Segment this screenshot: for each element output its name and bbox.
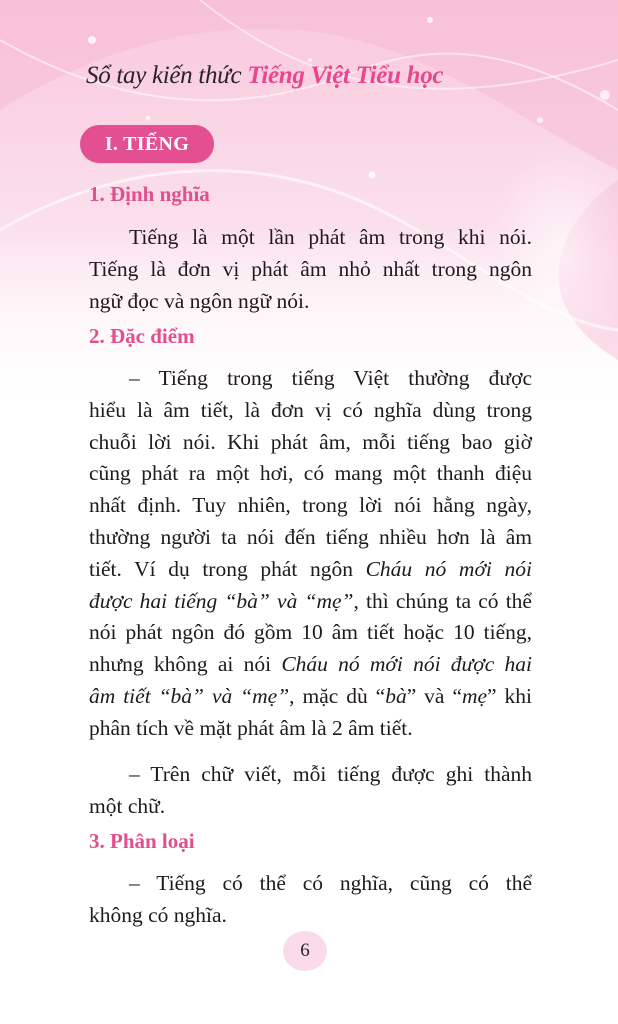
text-run: , mặc dù “: [289, 683, 386, 708]
subsection-heading-definition: 1. Định nghĩa: [89, 182, 210, 206]
text-line: Tiếng là một lần phát âm trong khi nói.: [129, 225, 532, 249]
subsection-heading-classification: 3. Phân loại: [89, 829, 195, 853]
text-line: nhất định. Tuy nhiên, trong lời nói hằng ngày,: [89, 493, 532, 518]
paragraph-writing: [89, 759, 532, 823]
text-line: cũng phát ra một hơi, có mang một thanh điệu: [89, 461, 532, 486]
text-line: phân tích về mặt phát âm là 2 âm tiết.: [89, 715, 413, 740]
text-line: nói phát ngôn đó gồm 10 âm tiết hoặc 10 tiếng,: [89, 620, 532, 645]
header-accent: Tiếng Việt Tiểu học: [247, 62, 444, 89]
text-line: [89, 649, 532, 681]
italic-run: mẹ: [461, 683, 488, 708]
paragraph-characteristics: [89, 363, 532, 745]
text-line: hiểu là âm tiết, là đơn vị có nghĩa dùng trong: [89, 397, 532, 422]
text-line: [89, 586, 532, 618]
text-line: Tiếng là đơn vị phát âm nhỏ nhất trong ngôn: [89, 256, 532, 281]
text-line: chuỗi lời nói. Khi phát âm, mỗi tiếng bao giờ: [89, 429, 532, 454]
italic-run: được hai tiếng “bà” và “mẹ”: [89, 588, 354, 613]
italic-run: Cháu nó mới nói: [365, 556, 532, 581]
paragraph-classification: [89, 868, 532, 932]
text-line: không có nghĩa.: [89, 902, 227, 927]
text-run: ” và “: [406, 683, 462, 708]
text-line: ngữ đọc và ngôn ngữ nói.: [89, 288, 310, 313]
italic-run: Cháu nó mới nói được hai: [281, 652, 532, 677]
text-line: [89, 554, 532, 586]
subsection-heading-characteristics: 2. Đặc điểm: [89, 324, 195, 348]
text-line: thường người ta nói đến tiếng nhiều hơn là âm: [89, 524, 532, 549]
text-run: ” khi: [487, 683, 532, 708]
text-line: [89, 681, 532, 713]
book-header: [86, 62, 443, 90]
page-number: 6: [283, 931, 327, 971]
text-line: – Trên chữ viết, mỗi tiếng được ghi thành: [129, 762, 532, 786]
text-run: , thì chúng ta có thể: [353, 588, 532, 613]
text-run: tiết. Ví dụ trong phát ngôn: [89, 556, 366, 581]
text-line: – Tiếng có thể có nghĩa, cũng có thể: [129, 871, 532, 895]
text-run: nhưng không ai nói: [89, 652, 282, 677]
italic-run: âm tiết “bà” và “mẹ”: [89, 683, 290, 708]
text-line: – Tiếng trong tiếng Việt thường được: [129, 366, 532, 390]
text-line: một chữ.: [89, 793, 166, 818]
paragraph-definition: [89, 222, 532, 317]
section-title: I. TIẾNG: [80, 125, 214, 163]
header-prefix: Sổ tay kiến thức: [86, 62, 242, 89]
italic-run: bà: [385, 683, 407, 708]
